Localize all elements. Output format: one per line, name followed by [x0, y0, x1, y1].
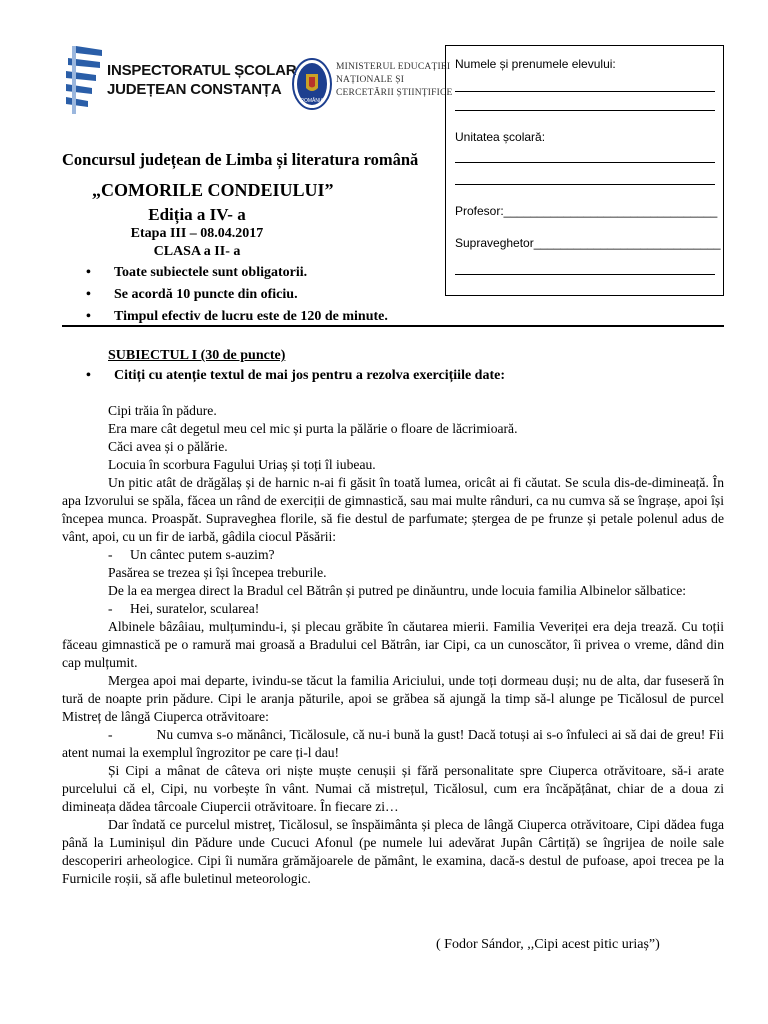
isj-name — [107, 61, 296, 99]
student-name-label: Numele și prenumele elevului: — [455, 57, 616, 71]
dash-mark: - — [108, 727, 113, 742]
story-paragraph: Căci avea și o pălărie. — [108, 439, 228, 454]
contest-name: „COMORILE CONDEIULUI” — [92, 180, 334, 200]
bullet-icon: • — [86, 309, 91, 324]
story-paragraph: Un pitic atât de drăgălaș și de harnic n-ai fi găsit în toată lumea, oricât ai fi căutat. Se scula dis-de-dimineață. În apa Izvorului se spăla, făcea un rând de exerciții de gimnastică, sau mai multe rânduri, ca nu cumva să se îngrașe, apoi își începea munca. Proaspăt. Supraveghea florile, să fie destul de parfumate; ștergea de pe frunze și petale polenul adus de vânt, apoi, cu un fir de iarbă, gâdila ciocul Păsării: — [62, 475, 724, 544]
story-text — [62, 402, 724, 888]
school-label: Unitatea școlară: — [455, 130, 546, 144]
story-dialogue — [62, 600, 724, 618]
story-citation: ( Fodor Sándor, ,,Cipi acest pitic uriaș”) — [436, 937, 660, 952]
instruction-text: Citiți cu atenție textul de mai jos pentru a rezolva exercițiile date: — [114, 368, 505, 383]
story-paragraph: Pasărea se trezea și își începea treburile. — [108, 565, 327, 580]
rule-item — [86, 262, 446, 284]
rule-text: Toate subiectele sunt obligatorii. — [114, 265, 308, 280]
story-paragraph: Albinele bâzâiau, mulțumindu-i, și plecau grăbite în căutarea mierii. Familia Veveriței era deja trează. Cu toții făceau gimnastică pe o ramură mai groasă a Bradului cel Bătrân, iar Cipi, ca un cunoscător, îi privea o vreme, dând din cap mulțumit. — [62, 619, 724, 670]
ministry-line-2: NAȚIONALE ȘI — [336, 75, 405, 85]
rule-text: Se acordă 10 puncte din oficiu. — [114, 287, 298, 302]
student-name-line-2[interactable] — [455, 110, 715, 111]
dialogue-text: Nu cumva s-o mănânci, Ticălosule, că nu-i bună la gust! Dacă totuși ai s-o înfuleci ai să dai de greu! Fii atent numai la exemplul îngrozitor pe care ți-l dau! — [62, 727, 724, 760]
subject-title: SUBIECTUL I (30 de puncte) — [108, 348, 286, 363]
government-seal-icon — [292, 58, 332, 110]
dash-mark: - — [108, 601, 113, 616]
story-paragraph: Și Cipi a mânat de câteva ori niște muște cenușii și fără personalitate spre Ciuperca otrăvitoare, să-i arate purcelului că el, Cipi, nu vorbește în vânt. Numai că mistrețul, Ticălosul, cum era încăpățânat, chiar de a doua zi dimineața dădea târcoale Ciupercii otrăvitoare. În fiecare zi… — [62, 763, 724, 814]
supervisor-line-2[interactable] — [455, 274, 715, 275]
subject-instruction — [86, 368, 505, 384]
contest-edition: Ediția a IV- a — [148, 205, 246, 224]
story-dialogue — [62, 546, 724, 564]
story-paragraph: Locuia în scorbura Fagului Uriaș și toți îl iubeau. — [108, 457, 376, 472]
story-paragraph: Dar îndată ce purcelul mistreț, Ticălosul, se înspăimânta și pleca de lângă Ciuperca otrăvitoare, Cipi dădea fuga până la Luminișul din Pădure unde Cucuci Afonul (pe numele lui adevărat Jupân Cârtiță) se îngrijea de noile sale descoperiri arheologice. Cipi îi număra grămăjoarele de pământ, le examina, dacă-s destul de pufoase, apoi trecea pe la Furnicile roșii, să afle buletinul meteorologic. — [62, 817, 724, 886]
ministry-line-3: CERCETĂRII ȘTIINȚIFICE — [336, 88, 453, 98]
story-paragraph: Mergea apoi mai departe, ivindu-se tăcut la familia Ariciului, unde toți dormeau duși; nu de alta, dar fuseseră în tură de noapte prin pădure. Cipi le aranja păturile, apoi se grăbea să ajungă la timp să-l alunge pe Ticălosul de purcel Mistreț de lângă Ciuperca otrăvitoare: — [62, 673, 724, 724]
contest-title: Concursul județean de Limba și literatura română — [62, 150, 419, 169]
story-paragraph: Cipi trăia în pădure. — [108, 403, 217, 418]
story-dialogue — [62, 726, 724, 762]
gov-logo-text: ROMÂNIA — [300, 98, 324, 104]
isj-logo-icon — [62, 44, 104, 116]
student-name-line-1[interactable] — [455, 91, 715, 92]
ministry-line-1: MINISTERUL EDUCAȚIEI — [336, 62, 451, 72]
ministry-name — [336, 61, 453, 100]
dash-mark: - — [108, 547, 113, 562]
teacher-label[interactable]: Profesor:________________________________ — [455, 204, 718, 218]
rule-text: Timpul efectiv de lucru este de 120 de minute. — [114, 309, 388, 324]
contest-stage: Etapa III – 08.04.2017 — [130, 226, 264, 241]
section-divider — [62, 325, 724, 327]
rule-item — [86, 284, 446, 306]
school-line-2[interactable] — [455, 184, 715, 185]
dialogue-text: Un cântec putem s-auzim? — [130, 547, 275, 562]
bullet-icon: • — [86, 287, 91, 302]
story-paragraph: De la ea mergea direct la Bradul cel Bătrân și putred pe dinăuntru, unde locuia familia Albinelor sălbatice: — [108, 583, 687, 598]
school-line-1[interactable] — [455, 162, 715, 163]
dialogue-text: Hei, suratelor, scularea! — [130, 601, 260, 616]
supervisor-label[interactable]: Supraveghetor____________________________ — [455, 236, 721, 250]
student-info-box — [445, 45, 724, 296]
story-paragraph: Era mare cât degetul meu cel mic și purta la pălărie o floare de lăcrimioară. — [108, 421, 518, 436]
contest-grade: CLASA a II- a — [153, 244, 241, 259]
bullet-icon: • — [86, 265, 91, 280]
rules-list — [86, 262, 446, 328]
isj-line-2: JUDEȚEAN CONSTANȚA — [107, 81, 282, 98]
bullet-icon: • — [86, 368, 91, 383]
isj-line-1: INSPECTORATUL ȘCOLAR — [107, 62, 297, 79]
